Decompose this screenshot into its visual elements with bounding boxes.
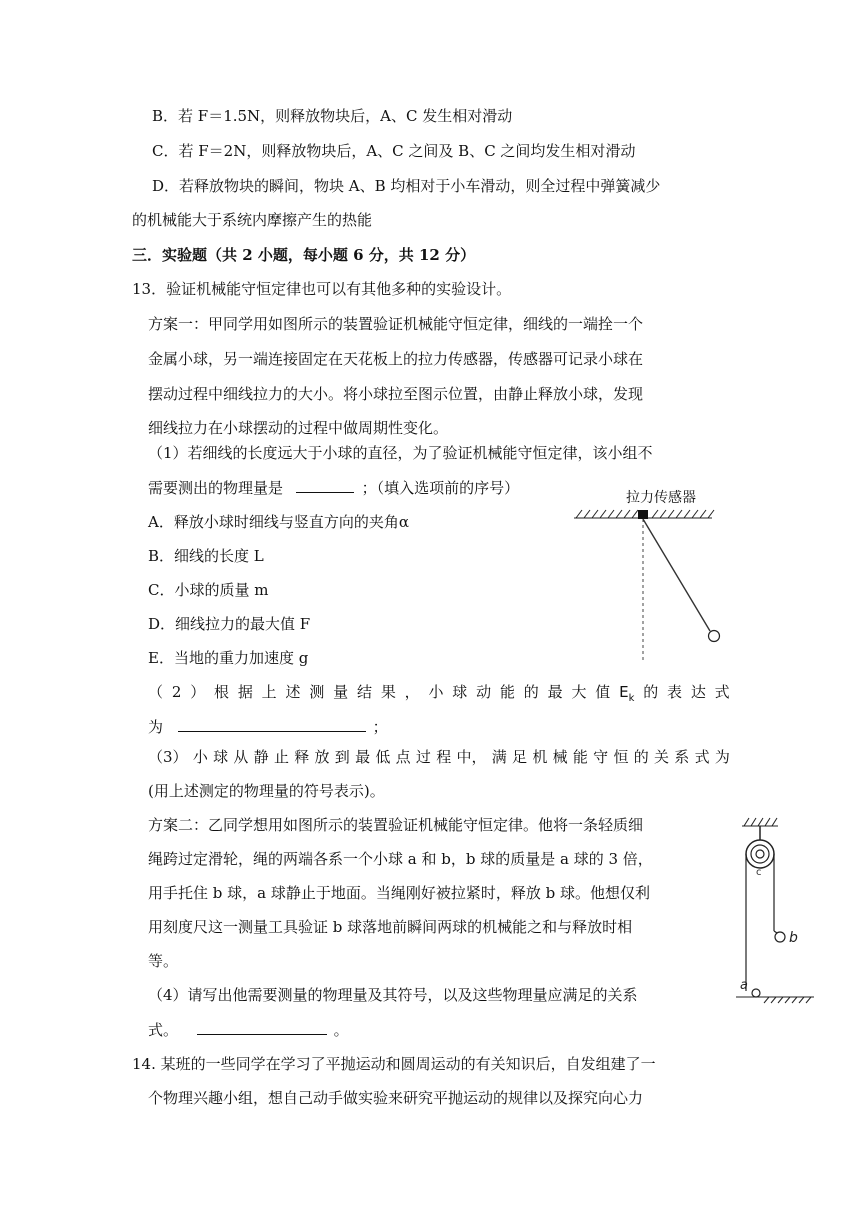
q13-part4-line1: （4）请写出他需要测量的物理量及其符号，以及这些物理量应满足的关系 bbox=[148, 986, 638, 1004]
q13-part4-text: 式。 bbox=[148, 1021, 179, 1039]
option-c: C．若 F＝2N，则释放物块后，A、C 之间及 B、C 之间均发生相对滑动 bbox=[152, 142, 636, 160]
pendulum-string bbox=[643, 519, 710, 631]
sensor-label: 拉力传感器 bbox=[626, 490, 696, 506]
q13-stem: 13．验证机械能守恒定律也可以有其他多种的实验设计。 bbox=[132, 280, 512, 298]
q13-part1-hint: ；（填入选项前的序号） bbox=[361, 479, 520, 497]
force-sensor-block bbox=[638, 510, 648, 519]
ground-hatch bbox=[736, 997, 814, 1003]
q13-plan1-line3: 摆动过程中细线拉力的大小。将小球拉至图示位置，由静止释放小球，发现 bbox=[148, 385, 644, 403]
option-b: B．若 F＝1.5N，则释放物块后，A、C 发生相对滑动 bbox=[152, 107, 513, 125]
ball-a bbox=[752, 989, 760, 997]
ek-symbol: $E_k$ bbox=[619, 683, 635, 704]
q14-line2: 个物理兴趣小组，想自己动手做实验来研究平抛运动的规律以及探究向心力 bbox=[148, 1089, 644, 1107]
option-a-angle: A．释放小球时细线与竖直方向的夹角α bbox=[148, 513, 409, 531]
pulley-diagram bbox=[736, 812, 816, 1004]
pulley-axle bbox=[756, 850, 764, 858]
section-title: 三．实验题（共 2 小题，每小题 6 分，共 12 分） bbox=[132, 246, 476, 264]
ceiling-hatch bbox=[742, 818, 778, 826]
ball-b bbox=[775, 932, 785, 942]
option-d-line1: D．若释放物块的瞬间，物块 A、B 均相对于小车滑动，则全过程中弹簧减少 bbox=[152, 177, 661, 195]
option-d-tension: D．细线拉力的最大值 F bbox=[148, 615, 311, 633]
q13-part1-text: 需要测出的物理量是 bbox=[148, 479, 284, 497]
q13-plan1-line1: 方案一：甲同学用如图所示的装置验证机械能守恒定律，细线的一端拴一个 bbox=[148, 315, 644, 333]
q13-part2-wei: 为 bbox=[148, 718, 164, 736]
q13-part3-line1: （3） 小 球 从 静 止 释 放 到 最 低 点 过 程 中， 满 足 机 械 能 守 恒 的 关 系 式 为 bbox=[148, 748, 730, 766]
option-e-gravity: E．当地的重力加速度 g bbox=[148, 649, 309, 667]
q13-plan2-line3: 用手托住 b 球，a 球静止于地面。当绳刚好被拉紧时，释放 b 球。他想仅利 bbox=[148, 884, 650, 902]
pendulum-diagram bbox=[566, 502, 726, 666]
q13-plan1-line2: 金属小球，另一端连接固定在天花板上的拉力传感器，传感器可记录小球在 bbox=[148, 350, 644, 368]
q13-part3-line2: (用上述测定的物理量的符号表示)。 bbox=[148, 782, 385, 800]
q13-part4-end: 。 bbox=[333, 1021, 349, 1039]
answer-blank-4 bbox=[197, 1019, 327, 1035]
q13-plan2-line1: 方案二：乙同学想用如图所示的装置验证机械能守恒定律。他将一条轻质细 bbox=[148, 816, 644, 834]
pendulum-ball bbox=[709, 631, 720, 642]
q13-plan2-line4: 用刻度尺这一测量工具验证 b 球落地前瞬间两球的机械能之和与释放时相 bbox=[148, 918, 633, 936]
q13-part1-line1: （1）若细线的长度远大于小球的直径，为了验证机械能守恒定律，该小组不 bbox=[148, 444, 653, 462]
option-c-mass: C．小球的质量 m bbox=[148, 581, 269, 599]
option-d-line2: 的机械能大于系统内摩擦产生的热能 bbox=[132, 211, 373, 229]
answer-blank-2 bbox=[178, 716, 366, 732]
q13-plan2-line2: 绳跨过定滑轮，绳的两端各系一个小球 a 和 b，b 球的质量是 a 球的 3 倍， bbox=[148, 850, 653, 868]
q13-part2-line2 bbox=[148, 716, 388, 737]
q13-part2-line1: （ 2 ） 根 据 上 述 测 量 结 果 ， 小 球 动 能 的 最 大 值 $E_k$ 的 表 达 式 bbox=[148, 682, 730, 709]
q13-part1-line2 bbox=[148, 477, 519, 498]
q13-plan1-line4: 细线拉力在小球摆动的过程中做周期性变化。 bbox=[148, 419, 449, 437]
answer-blank-1 bbox=[296, 477, 354, 493]
q13-part4-line2 bbox=[148, 1019, 349, 1040]
q13-part2-end: ； bbox=[372, 718, 388, 736]
svg-text:c: c bbox=[756, 867, 762, 878]
option-b-length: B．细线的长度 L bbox=[148, 547, 264, 565]
label-b: b bbox=[789, 930, 798, 946]
q13-plan2-line5: 等。 bbox=[148, 952, 179, 970]
label-a: a bbox=[740, 978, 748, 993]
q14-line1: 14. 某班的一些同学在学习了平抛运动和圆周运动的有关知识后，自发组建了一 bbox=[132, 1055, 656, 1073]
